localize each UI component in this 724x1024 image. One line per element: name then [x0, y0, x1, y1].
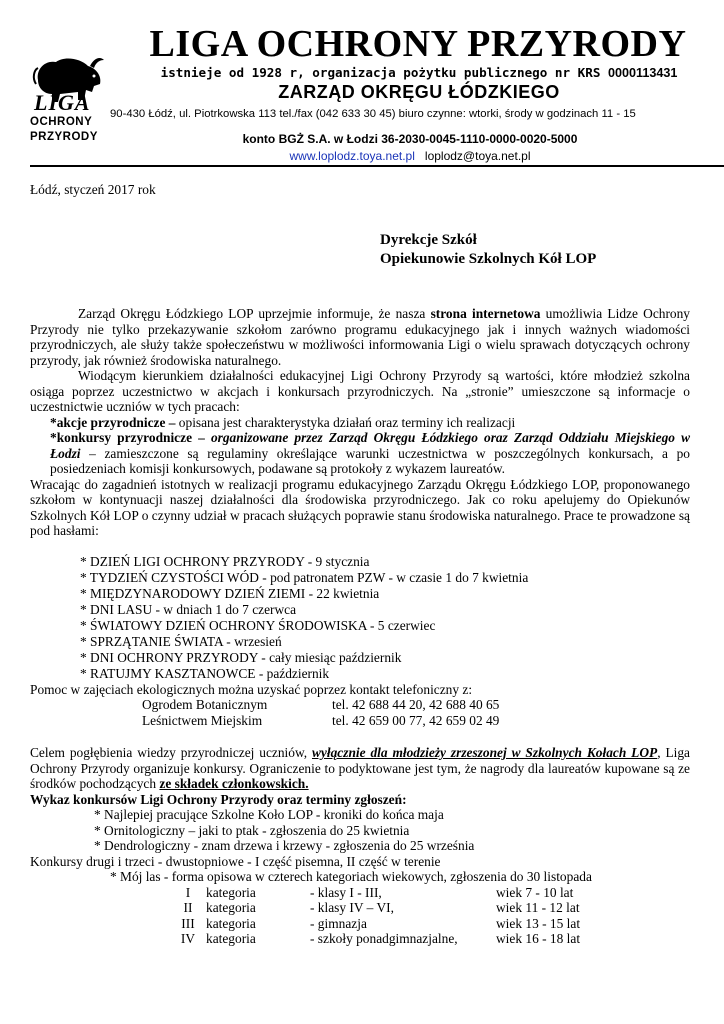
table-row	[170, 916, 580, 932]
contact-name: Ogrodem Botanicznym	[142, 697, 268, 712]
category-group: - szkoły ponadgimnazjalne,	[310, 931, 458, 946]
org-bank-account: konto BGŻ S.A. w Łodzi 36-2030-0045-1110-0000-0020-5000	[242, 132, 578, 146]
table-row	[142, 713, 499, 729]
p4-membership-fees: ze składek członkowskich.	[159, 776, 309, 791]
org-subtitle	[124, 65, 714, 80]
table-row	[142, 697, 499, 713]
list-item: * Ornitologiczny – jaki to ptak - zgłoszenia do 25 kwietnia	[94, 822, 410, 838]
actions-list	[30, 554, 690, 682]
list-item: * DNI LASU - w dniach 1 do 7 czerwca	[80, 601, 297, 617]
letter-body	[30, 306, 690, 947]
logo-text-przyrody: PRZYRODY	[30, 131, 98, 143]
logo-text-ochrony: OCHRONY	[30, 116, 93, 128]
category-age: wiek 16 - 18 lat	[496, 931, 581, 946]
category-label: kategoria	[206, 931, 256, 946]
bullet-contests	[30, 430, 690, 477]
two-stage-note: Konkursy drugi i trzeci - dwustopniowe - I część pisemna, II część w terenie	[30, 853, 441, 869]
recipient-line-1: Dyrekcje Szkół	[380, 232, 477, 248]
category-label: kategoria	[206, 900, 256, 915]
bullet-contests-organizers: organizowane przez Zarząd Okręgu Łódzkiego oraz Zarząd Oddziału Miejskiego w Łodzi	[50, 430, 691, 461]
list-item: * MIĘDZYNARODOWY DZIEŃ ZIEMI - 22 kwietnia	[80, 585, 380, 601]
contests-list	[30, 807, 690, 854]
contact-tel: tel. 42 688 44 20, 42 688 40 65	[332, 697, 500, 712]
help-line: Pomoc w zajęciach ekologicznych można uzyskać poprzez kontakt telefoniczny z:	[30, 681, 473, 697]
p4-text-a: Celem pogłębienia wiedzy przyrodniczej uczniów,	[30, 745, 312, 760]
recipient-line-2: Opiekunowie Szkolnych Kół LOP	[380, 251, 597, 267]
email-link[interactable]: loplodz@toya.net.pl	[424, 149, 531, 163]
table-row	[170, 931, 580, 947]
paragraph-intro	[30, 306, 690, 368]
org-address: 90-430 Łódź, ul. Piotrkowska 113 tel./fax (042 633 30 45) biuro czynne: wtorki, środy w godzinach 11 - 15	[110, 108, 636, 120]
p1-text-bold: strona internetowa	[430, 306, 541, 321]
bullet-actions-label: *akcje przyrodnicze –	[50, 414, 179, 430]
paragraph-program: Wracając do zagadnień istotnych w realizacji programu edukacyjnego Zarządu Okręgu Łódzkiego LOP, proponowanego szkołom w kontynuacji naszej działalności dla środowiska przyrodniczego. Jak co roku apelujemy do Opiekunów Szkolnych Kół LOP o czynny udział w pracach służących poprawie stanu środowiska naturalnego. Prace te prowadzone są pod hasłami:	[30, 476, 690, 538]
lop-logo	[30, 40, 110, 148]
categories-table	[170, 885, 580, 947]
list-item: * SPRZĄTANIE ŚWIATA - wrzesień	[80, 633, 282, 649]
table-row	[170, 885, 580, 901]
category-group: - klasy I - III,	[310, 884, 382, 900]
letter-date: Łódź, styczeń 2017 rok	[30, 182, 156, 197]
p1-text-a: Zarząd Okręgu Łódzkiego LOP uprzejmie informuje, że nasza	[78, 306, 431, 321]
category-label: kategoria	[206, 884, 256, 900]
category-age: wiek 7 - 10 lat	[496, 884, 574, 900]
list-item: * TYDZIEŃ CZYSTOŚCI WÓD - pod patronatem PZW - w czasie 1 do 7 kwietnia	[80, 569, 529, 585]
list-item: * Dendrologiczny - znam drzewa i krzewy - zgłoszenia do 25 września	[94, 838, 475, 853]
website-link[interactable]: www.loplodz.toya.net.pl	[289, 149, 415, 163]
bullet-contests-text: – zamieszczone są regulaminy określające warunki uczestnictwa w poszczególnych konkursach, a po posiedzeniach komisji konkursowych, podawane są protokoły z wykazem laureatów.	[50, 445, 690, 476]
krs-number: 0000113431	[608, 66, 678, 80]
bullet-actions-text: opisana jest charakterystyka działań oraz terminy ich realizacji	[178, 414, 516, 430]
list-item: * DZIEŃ LIGI OCHRONY PRZYRODY - 9 stycznia	[80, 553, 370, 569]
category-age: wiek 13 - 15 lat	[496, 915, 581, 931]
contests-heading: Wykaz konkursów Ligi Ochrony Przyrody oraz terminy zgłoszeń:	[30, 791, 407, 807]
list-item: * DNI OCHRONY PRZYRODY - cały miesiąc październik	[80, 649, 402, 665]
org-board: ZARZĄD OKRĘGU ŁÓDZKIEGO	[278, 82, 560, 102]
list-item: * Najlepiej pracujące Szkolne Koło LOP - kroniki do końca maja	[94, 807, 444, 822]
contacts-table	[142, 697, 499, 728]
category-label: kategoria	[206, 915, 256, 931]
p4-members-only: wyłącznie dla młodzieży zrzeszonej w Szkolnych Kołach LOP	[312, 745, 658, 760]
list-item: * ŚWIATOWY DZIEŃ OCHRONY ŚRODOWISKA - 5 czerwiec	[80, 617, 436, 633]
bullet-contests-label: *konkursy przyrodnicze –	[50, 430, 211, 445]
logo-text-liga: LIGA	[34, 90, 91, 115]
category-number: IV	[180, 931, 196, 946]
paragraph-contests	[30, 745, 690, 792]
p4-text-c: , Liga Ochrony Przyrody organizuje konkursy. Ograniczenie to podyktowane jest tym, że nagrody dla laureatów kupowane są ze środków pochodzących	[30, 745, 690, 791]
contact-name: Leśnictwem Miejskim	[142, 712, 263, 728]
category-age: wiek 11 - 12 lat	[496, 900, 580, 915]
category-number: II	[183, 900, 193, 915]
bullet-actions	[30, 415, 690, 431]
header-divider	[30, 165, 724, 167]
p1-text-c: umożliwia Lidze Ochrony Przyrody nie tylko przekazywanie szkołom zarówno programu edukacyjnego jak i innych ważnych wiadomości przyrodniczych, ale służy także społeczeństwu w możliwości informowania Ligi o wielu sprawach dotyczących ochrony przyrody, jak również środowiska naturalnego.	[30, 306, 690, 368]
org-contact-web	[100, 149, 720, 163]
recipient-block	[380, 231, 596, 269]
category-group: - klasy IV – VI,	[310, 900, 394, 915]
org-title: LIGA OCHRONY PRZYRODY	[149, 23, 687, 65]
category-number: I	[185, 884, 191, 900]
paragraph-direction: Wiodącym kierunkiem działalności edukacyjnej Ligi Ochrony Przyrody są wartości, które młodzież szkolna osiąga poprzez uczestnictwo w akcjach i konkursach przyrodniczych. Na „stronie” umieszczone są informacje o uczestnictwie uczniów w tych pracach:	[30, 368, 690, 414]
table-row	[170, 900, 580, 916]
moj-las-contest: * Mój las - forma opisowa w czterech kategoriach wiekowych, zgłoszenia do 30 listopada	[110, 869, 592, 884]
org-subtitle-text: istnieje od 1928 r, organizacja pożytku publicznego nr KRS	[160, 65, 601, 80]
category-number: III	[181, 915, 195, 931]
contact-tel: tel. 42 659 00 77, 42 659 02 49	[332, 712, 500, 728]
list-item: * RATUJMY KASZTANOWCE - październik	[80, 665, 330, 681]
category-group: - gimnazja	[310, 915, 367, 931]
